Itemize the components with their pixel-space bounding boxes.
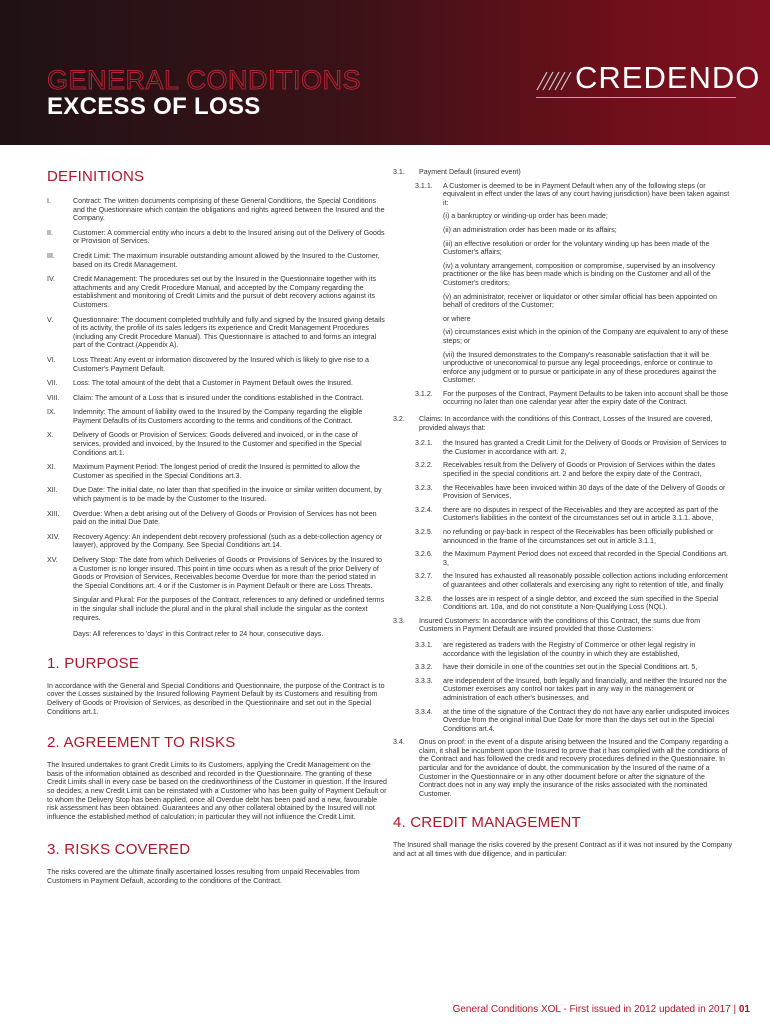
claims-condition (393, 506, 733, 523)
payment-default-condition (393, 262, 733, 288)
clause-number: II. (47, 228, 53, 237)
agreement-heading: 2. AGREEMENT TO RISKS (47, 734, 236, 752)
clause-text: the Receivables have been invoiced within 30 days of the date of the Delivery of Goods or Provision of Services, (443, 483, 726, 501)
definition-item (47, 431, 387, 457)
clause-text: A Customer is deemed to be in Payment Default when any of the following steps (or equivalent in effect under the laws of any court having jurisdiction) have been taken against it: (443, 181, 730, 207)
clause-number: X. (47, 431, 54, 440)
clause-number: VI. (47, 355, 56, 364)
clause-number: 3.1.2. (415, 389, 433, 398)
clause-text: Delivery of Goods or Provision of Services: Goods delivered and invoiced, or in the case of services, provided and invoiced, by the Insured to the Customer and specified in the Special Conditions art.1. (73, 431, 362, 457)
clause-text: are independent of the Insured, both legally and financially, and neither the Insured nor the Customer exercises any control nor takes part in any way in the management or administration of each other's businesses, and (443, 676, 727, 702)
definition-item (47, 533, 387, 550)
clause-text: Insured Customers: In accordance with the conditions of this Contract, the sums due from Customers in Payment Default are insured provided that those Customers: (419, 616, 701, 634)
clause-text: (ii) an administration order has been made or its affairs; (443, 225, 617, 234)
clause-number: 3.3.4. (415, 707, 433, 716)
document-supertitle: GENERAL CONDITIONS (47, 65, 362, 95)
clause-3-1-2 (393, 390, 733, 407)
clause-text: are registered as traders with the Registry of Commerce or other legal registry in accordance with the legislation of the country in which they are established, (443, 640, 696, 658)
clause-number: 3.1.1. (415, 181, 433, 190)
clause-text: or where (443, 314, 471, 323)
definition-item (47, 252, 387, 269)
clause-text: the Insured has granted a Credit Limit for the Delivery of Goods or Provision of Services to the Customer in accordance with art. 2, (443, 439, 727, 456)
clause-text: Overdue: When a debt arising out of the Delivery of Goods or Provision of Services has not been paid on the initial Due Date. (73, 509, 377, 527)
definitions-list (47, 197, 387, 590)
document-title: EXCESS OF LOSS (47, 93, 261, 120)
insured-customer-condition (393, 708, 733, 734)
clause-text: have their domicile in one of the countries set out in the Special Conditions art. 5, (443, 663, 698, 672)
definition-item (47, 316, 387, 350)
claims-condition (393, 461, 733, 478)
page-footer (453, 1004, 750, 1015)
definition-item (47, 197, 387, 223)
risks-covered-heading: 3. RISKS COVERED (47, 841, 191, 859)
definition-item (47, 356, 387, 373)
payment-default-condition (393, 212, 733, 221)
payment-default-condition (393, 351, 733, 385)
definition-item (47, 463, 387, 480)
clause-text: Payment Default (insured event) (419, 168, 521, 176)
clause-text: Credit Management: The procedures set out by the Insured in the Questionnaire together with its attachments and any Credit Procedure Manual, and accepted by the Company regarding the establishment and monitoring of Credit Limits and the pursuit of debt recovery actions against its Customers. (73, 275, 377, 309)
clause-number: 3.3. (393, 616, 405, 625)
clause-text: Loss Threat: Any event or information discovered by the Insured which is likely to give rise to a Customer's Payment Default. (73, 355, 369, 373)
payment-default-condition (393, 240, 733, 257)
clause-number: XIV. (47, 532, 60, 541)
insured-customers-conditions (393, 641, 733, 733)
clause-text: no refunding or pay-back in respect of the Receivables has been officially published or announced in the frame of the circumstances set out in article 3.1.1, (443, 528, 714, 545)
singular-plural-text: Singular and Plural: For the purposes of the Contract, references to any defined or undefined terms in the singular shall include the plural and in the plural shall include the singular as the context requires. (73, 596, 385, 622)
clause-number: 3.4. (393, 738, 405, 747)
clause-text: the Insured has exhausted all reasonably possible collection actions including enforcement of guarantees and other collaterals and exercising any right to retention of title, and finally (443, 572, 728, 589)
clause-text: there are no disputes in respect of the Receivables and they are accepted as part of the Customer's liabilities in the context of the circumstances set out in article 3.1.1. above, (443, 505, 719, 523)
claims-conditions (393, 439, 733, 612)
clause-3-4 (393, 738, 733, 798)
clause-number: 3.2.2. (415, 461, 433, 470)
clause-number: 3.3.2. (415, 663, 433, 672)
clause-text: Delivery Stop: The date from which Deliveries of Goods or Provisions of Services by the Insured to a Customer is no longer insured. This point in time occurs when as a result of the prior Delivery of Goods or Provision of Services, Receivables become Overdue for more than the period stated in the Special Conditions art. 4 or if the Customer is in Payment Default or there are Loss Threats. (73, 556, 382, 590)
claims-condition (393, 484, 733, 501)
claims-condition (393, 550, 733, 567)
payment-default-condition (393, 328, 733, 345)
definition-item (47, 394, 387, 403)
clause-text: Receivables result from the Delivery of Goods or Provision of Services within the dates specified in the special conditions art. 2 and before the expiry date of the Contract, (443, 461, 716, 479)
clause-text: the losses are in respect of a single debtor, and exceed the sum specified in the Special Conditions art. 10a, and do not constitute a Non-Qualifying Loss (NQL). (443, 594, 719, 612)
clause-text: (v) an administrator, receiver or liquidator or other similar official has been appointed on behalf of creditors of the Customer; (443, 292, 717, 310)
credit-management-text: The Insured shall manage the risks covered by the present Contract as if it was not insured by the Company and act at all times with due diligence, and in particular: (393, 841, 733, 859)
clause-number: 3.1. (393, 168, 405, 176)
claims-condition (393, 595, 733, 612)
clause-number: 3.3.3. (415, 676, 433, 685)
clause-text: (vi) circumstances exist which in the opinion of the Company are equivalent to any of these steps; or (443, 328, 729, 345)
clause-3-1-1 (393, 182, 733, 208)
clause-number: 3.2.4. (415, 505, 433, 514)
clause-text: Claims: In accordance with the conditions of this Contract, Losses of the Insured are covered, provided always that: (419, 415, 713, 432)
clause-3-2 (393, 415, 733, 432)
clause-number: VII. (47, 379, 58, 388)
clause-text: Claim: The amount of a Loss that is insured under the conditions established in the Contract. (73, 393, 364, 402)
clause-text: Questionnaire: The document completed truthfully and fully and signed by the Insured giving details of its activity, the profile of its sales ledgers its experience and Credit Management Procedures (including any Credit Procedure Manual). This Questionnaire is attached to and forms an integral part of the Contract (Appendix A). (73, 315, 385, 350)
risks-covered-text: The risks covered are the ultimate finally ascertained losses resulting from unpaid Receivables from Customers in Payment Default, according to the conditions of the Contract. (47, 868, 360, 885)
definitions-heading: DEFINITIONS (47, 168, 145, 185)
clause-text: Recovery Agency: An independent debt recovery professional (such as a debt-collection agency or lawyer), approved by the Company. See Special Conditions art.14. (73, 532, 383, 550)
clause-number: 3.2.5. (415, 528, 433, 536)
clause-number: XIII. (47, 509, 60, 518)
clause-text: the Maximum Payment Period does not exceed that recorded in the Special Conditions art. 3, (443, 550, 729, 567)
agreement-text: The Insured undertakes to grant Credit Limits to its Customers, applying the Credit Management on the basis of the information obtained as described and recorded in the Questionnaire. The granting of these Credit Limits shall in every case be based on the creditworthiness of the Customer in question. If the Insured so decides, a new Credit Limit can be reinstated with a Customer who has been guilty of Payment Default or to whom the Delivery Stop has been applied, once all Overdue debt has been paid and a new, favourable risk assessment has been obtained. Guarantees and any other collateral obtained by the Insured will not influence the established method of calculation; in particular they will not influence the Credit Limit. (47, 761, 387, 821)
definition-item (47, 379, 387, 388)
days-text: Days: All references to 'days' in this Contract refer to 24 hour, consecutive days. (73, 630, 324, 639)
insured-customer-condition (393, 677, 733, 703)
credit-management-heading: 4. CREDIT MANAGEMENT (393, 814, 581, 832)
definition-item (47, 486, 387, 503)
clause-3-1 (393, 168, 733, 177)
clause-number: 3.2. (393, 415, 405, 424)
clause-text: Onus on proof: in the event of a dispute arising between the Insured and the Company regarding a claim, it shall be incumbent upon the Insured to prove that it has complied with all the conditions of the Contract and has followed the credit and recovery procedures defined in the Questionnaire. In particular and for the avoidance of doubt, the communication by the Insured of the name of a Customer in the Questionnaire or in any other document before or after the signature of the Contract does not in any way imply the insurance of the risks associated with the nominated Customer. (419, 738, 729, 798)
clause-text: (i) a bankruptcy or winding-up order has been made; (443, 212, 608, 221)
page-number: 01 (738, 1004, 750, 1015)
clause-number: 3.2.8. (415, 594, 433, 603)
clause-text: Indemnity: The amount of liability owed to the Insured by the Company regarding the eligible Payment Defaults of its Customers according to the terms and conditions of the Contract. (73, 408, 363, 425)
right-column (393, 168, 733, 859)
clause-number: IV. (47, 275, 56, 284)
claims-condition (393, 572, 733, 589)
definition-item (47, 556, 387, 590)
claims-condition (393, 439, 733, 456)
footer-text: General Conditions XOL - First issued in 2012 updated in 2017 | (452, 1004, 739, 1015)
clause-number: XI. (47, 463, 56, 472)
insured-customer-condition (393, 641, 733, 658)
claims-condition (393, 528, 733, 545)
definition-item (47, 275, 387, 309)
payment-default-condition (393, 293, 733, 310)
insured-customer-condition (393, 663, 733, 672)
logo-divider (536, 97, 736, 98)
clause-text: Loss: The total amount of the debt that a Customer in Payment Default owes the Insured. (73, 379, 353, 388)
purpose-heading: 1. PURPOSE (47, 654, 140, 672)
clause-number: I. (47, 197, 51, 205)
clause-3-3 (393, 617, 733, 634)
page-header (0, 0, 770, 145)
clause-number: XII. (47, 486, 58, 495)
credendo-logo-text: CREDENDO (575, 60, 761, 95)
clause-number: V. (47, 315, 54, 324)
clause-number: 3.3.1. (415, 640, 433, 649)
definition-item (47, 229, 387, 246)
clause-text: Due Date: The initial date, no later than that specified in the invoice or similar written document, by which payment is to be made by the Customer to the Insured. (73, 486, 382, 504)
clause-text: at the time of the signature of the Contract they do not have any earlier undisputed invoices Overdue from the original initial Due Date for more than the days set out in the Special Conditions art.4. (443, 707, 730, 733)
clause-number: 3.2.7. (415, 572, 433, 581)
clause-number: IX. (47, 408, 56, 417)
credendo-logo-icon (535, 62, 577, 94)
clause-text: (iii) an effective resolution or order for the voluntary winding up has been made of the Customer's affairs; (443, 239, 710, 257)
clause-text: (vii) the Insured demonstrates to the Company's reasonable satisfaction that it will be unproductive or uneconomical to pursue any legal proceedings, enforce or continue to enforce any judgment or to pursue or participate in any of these procedures against the Customer. (443, 350, 717, 385)
definition-item (47, 408, 387, 425)
clause-text: For the purposes of the Contract, Payment Defaults to be taken into account shall be those occurring no later than one calendar year after the expiry date of the Contract. (443, 389, 729, 407)
purpose-text: In accordance with the General and Special Conditions and Questionnaire, the purpose of the Contract is to cover the Losses sustained by the Insured following Payment Default by its Customers and resulting from Delivery of Goods or Provision of Services, as described in the Questionnaire and set out in the Special Conditions art.1. (47, 681, 385, 716)
payment-default-condition (393, 315, 733, 324)
clause-number: XV. (47, 556, 58, 564)
clause-text: (iv) a voluntary arrangement, composition or compromise, supervised by an insolvency practitioner or the like has been made which is binding on the Customer and all of the Customer's creditors; (443, 261, 716, 287)
payment-default-conditions (393, 212, 733, 385)
clause-number: VIII. (47, 393, 60, 402)
left-column (47, 168, 387, 885)
definition-item (47, 510, 387, 527)
clause-number: III. (47, 251, 55, 260)
clause-text: Credit Limit: The maximum insurable outstanding amount allowed by the Insured to the Customer, based on its Credit Management. (73, 251, 380, 269)
clause-text: Customer: A commercial entity who incurs a debt to the Insured arising out of the Delivery of Goods or Provision of Services. (73, 228, 385, 246)
clause-number: 3.2.6. (415, 550, 433, 559)
clause-number: 3.2.3. (415, 483, 433, 492)
clause-text: Maximum Payment Period: The longest period of credit the Insured is permitted to allow the Customer as specified in the Special Conditions art.3. (73, 463, 360, 480)
clause-text: Contract: The written documents comprising of these General Conditions, the Special Conditions and the Questionnaire which contain the obligations and rights agreed between the Insured and the Company. (73, 197, 385, 223)
clause-number: 3.2.1. (415, 439, 433, 448)
payment-default-condition (393, 226, 733, 235)
